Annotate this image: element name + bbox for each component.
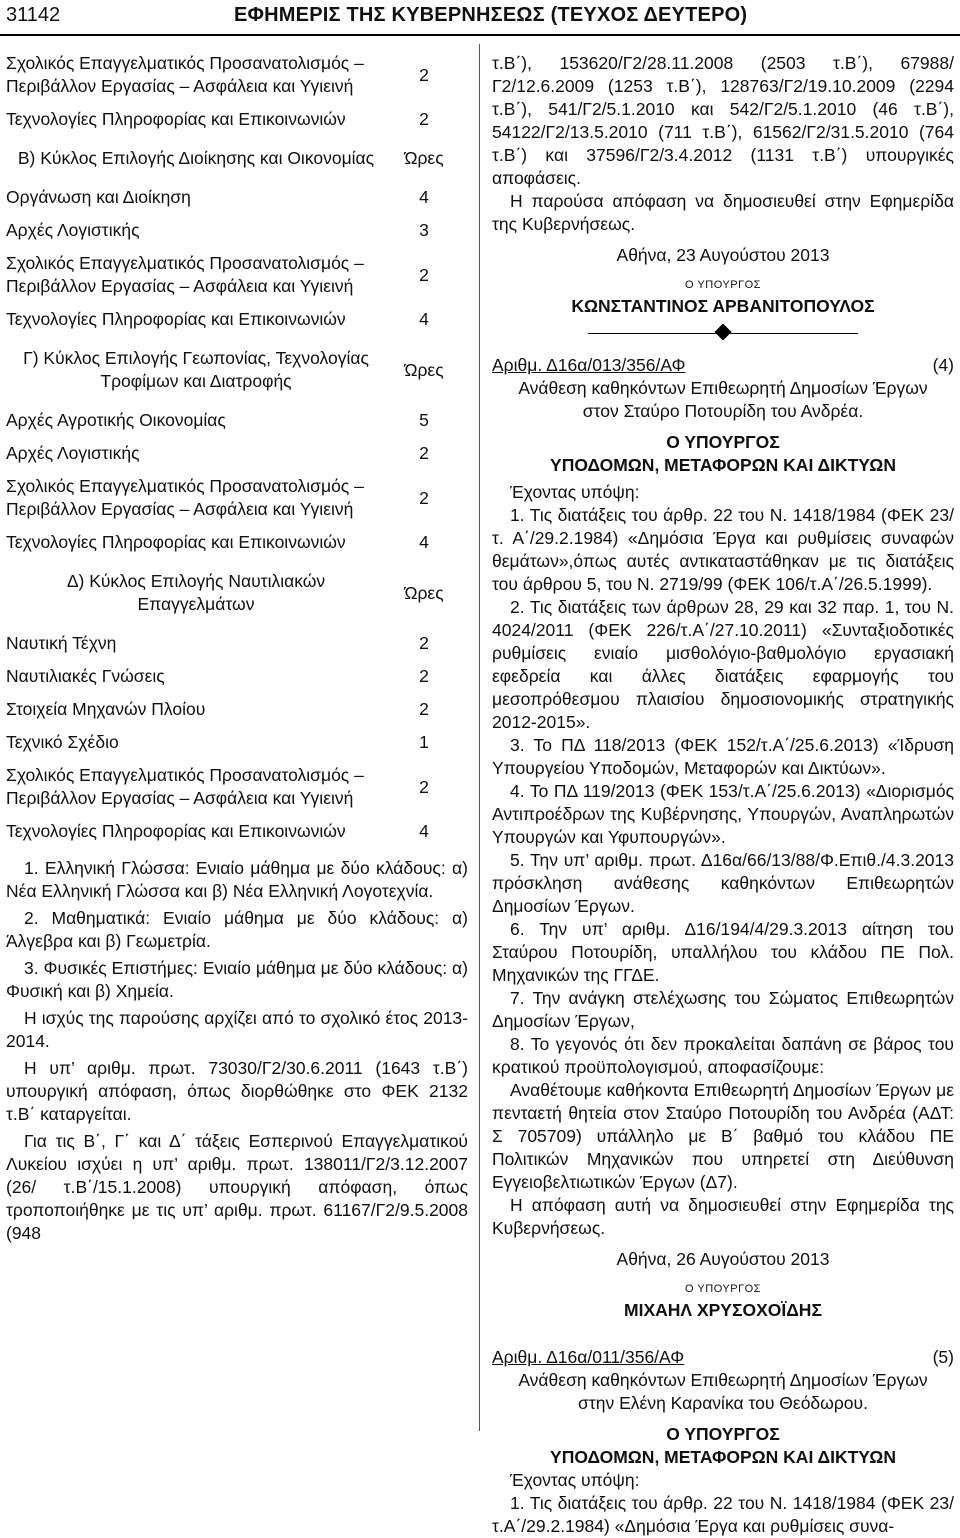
decision-body: Αναθέτουμε καθήκοντα Επιθεωρητή Δημοσίων Έργων με πενταετή θητεία στον Σταύρο Ποτουρίδη του Ανδρέα (ΑΔΤ: Σ 705709) υπάλληλο με Β΄ βαθμό του κλάδου ΠΕ Πολιτικών Μηχανικών που υπηρετεί στη Διεύθυνση Εγγειοβελτιωτικών Έργων (Δ7). (492, 1080, 954, 1192)
having-regard: Έχοντας υπόψη: (510, 482, 640, 502)
table-row (6, 665, 462, 688)
table-row (6, 308, 462, 331)
minister-heading: Ο ΥΠΟΥΡΓΟΣ (666, 1424, 780, 1444)
decision-4 (492, 354, 954, 1322)
row-spacer (6, 131, 462, 147)
minister-heading: Ο ΥΠΟΥΡΓΟΣ (666, 432, 780, 452)
table-row (6, 252, 462, 298)
subject-cell: Οργάνωση και Διοίκηση (6, 187, 191, 207)
hours-cell: 2 (419, 699, 429, 719)
column-divider (479, 44, 480, 1431)
consideration-item: 4. Το ΠΔ 119/2013 (ΦΕΚ 153/τ.Α΄/25.6.2013) «Διορισμός Αντιπροέδρων της Κυβέρνησης, Υπουργών, Αναπληρωτών Υπουργών και Υφυπουργών». (492, 781, 954, 847)
row-spacer (6, 754, 462, 764)
hours-cell: 4 (419, 309, 429, 329)
row-spacer (6, 432, 462, 442)
row-spacer (6, 242, 462, 252)
note-item: 1. Ελληνική Γλώσσα: Ενιαίο μάθημα με δύο κλάδους: α) Νέα Ελληνική Γλώσσα και β) Νέα Ελληνική Λογοτεχνία. (6, 858, 468, 901)
cycle-title: Β) Κύκλος Επιλογής Διοίκησης και Οικονομίας (17, 148, 375, 168)
ministry-name: ΥΠΟΔΟΜΩΝ, ΜΕΤΑΦΟΡΩΝ ΚΑΙ ΔΙΚΤΥΩΝ (550, 455, 896, 475)
row-spacer (6, 393, 462, 409)
subject-cell: Ναυτική Τέχνη (6, 633, 117, 653)
table-row (6, 186, 462, 209)
having-regard: Έχοντας υπόψη: (510, 1470, 640, 1490)
note-item: Για τις Β΄, Γ΄ και Δ΄ τάξεις Εσπερινού Επαγγελματικού Λυκείου ισχύει η υπ’ αριθμ. πρωτ. 138011/Γ2/3.12.2007 (26/ τ.Β΄/15.1.2008) υπουργική απόφαση, όπως τροποποιήθηκε με τις υπ’ αριθμ. πρωτ. 61167/Γ2/9.5.2008 (948 (6, 1131, 468, 1243)
cycle-heading-row (6, 147, 462, 170)
minister-name: ΚΩΝΣΤΑΝΤΙΝΟΣ ΑΡΒΑΝΙΤΟΠΟΥΛΟΣ (571, 296, 875, 316)
hours-cell: 5 (419, 410, 429, 430)
subject-cell: Τεχνολογίες Πληροφορίας και Επικοινωνιών (6, 309, 346, 329)
hours-cell: 4 (419, 821, 429, 841)
row-spacer (6, 554, 462, 570)
subject-cell: Αρχές Λογιστικής (6, 220, 140, 240)
hours-table (6, 52, 462, 853)
continuation-text: τ.Β΄), 153620/Γ2/28.11.2008 (2503 τ.Β΄), 67988/Γ2/12.6.2009 (1253 τ.Β΄), 128763/Γ2/19.10.2009 (2294 τ.Β΄), 541/Γ2/5.1.2010 και 542/Γ2/5.1.2010 (46 τ.Β΄), 54122/Γ2/13.5.2010 (711 τ.Β΄), 61562/Γ2/31.5.2010 (764 τ.Β΄) και 37596/Γ2/3.4.2012 (1131 τ.Β΄) υπουργικές αποφάσεις. (492, 53, 954, 188)
table-row (6, 475, 462, 521)
header-rule (0, 34, 960, 36)
hours-cell: Ώρες (404, 359, 444, 380)
minister-label: Ο ΥΠΟΥΡΓΟΣ (685, 279, 761, 291)
decision-title: Ανάθεση καθηκόντων Επιθεωρητή Δημοσίων Έργων στην Ελένη Καρανίκα του Θεόδωρου. (518, 1370, 928, 1413)
hours-cell: 2 (419, 64, 429, 85)
subject-cell: Τεχνικό Σχέδιο (6, 732, 119, 752)
note-item: 3. Φυσικές Επιστήμες: Ενιαίο μάθημα με δύο κλάδους: α) Φυσική και β) Χημεία. (6, 958, 468, 1001)
row-spacer (6, 465, 462, 475)
decision-seq: (4) (932, 355, 954, 375)
diamond-icon (715, 324, 732, 341)
decision-5 (492, 1346, 954, 1538)
consideration-item: 1. Τις διατάξεις του άρθρ. 22 του Ν. 1418/1984 (ΦΕΚ 23/τ. Α΄/29.2.1984) «Δημόσια Έργα και ρυθμίσεις συναφών θεμάτων»,όπως αυτές αντικαταστάθηκαν με τις διατάξεις του άρθρου 5, του Ν. 2719/99 (ΦΕΚ 106/τ.Α΄/26.5.1999). (492, 505, 954, 594)
table-row (6, 219, 462, 242)
row-spacer (6, 655, 462, 665)
row-spacer (6, 721, 462, 731)
consideration-item: 3. Το ΠΔ 118/2013 (ΦΕΚ 152/τ.Α΄/25.6.2013) «Ίδρυση Υπουργείου Υποδομών, Μεταφορών και Δικτύων». (492, 735, 954, 778)
row-spacer (6, 298, 462, 308)
decision-number: Αριθμ. Δ16α/011/356/ΑΦ (492, 1347, 685, 1367)
subject-cell: Αρχές Λογιστικής (6, 443, 140, 463)
decision-title: Ανάθεση καθηκόντων Επιθεωρητή Δημοσίων Έργων στον Σταύρο Ποτουρίδη του Ανδρέα. (518, 378, 928, 421)
table-row (6, 442, 462, 465)
table-row (6, 731, 462, 754)
subject-cell: Σχολικός Επαγγελματικός Προσανατολισμός – Περιβάλλον Εργασίας – Ασφάλεια και Υγιεινή (6, 253, 364, 296)
subject-cell: Τεχνολογίες Πληροφορίας και Επικοινωνιών (6, 532, 346, 552)
cycle-title: Δ) Κύκλος Επιλογής Ναυτιλιακών Επαγγελμάτων (66, 571, 326, 614)
hours-cell: 2 (419, 776, 429, 797)
subject-cell: Σχολικός Επαγγελματικός Προσανατολισμός – Περιβάλλον Εργασίας – Ασφάλεια και Υγιεινή (6, 765, 364, 808)
row-spacer (6, 98, 462, 108)
consideration-item: 5. Την υπ’ αριθμ. πρωτ. Δ16α/66/13/88/Φ.Επιθ./4.3.2013 πρόσκληση ανάθεσης καθηκόντων Επιθεωρητών Δημοσίων Έργων. (492, 850, 954, 916)
hours-cell: 2 (419, 666, 429, 686)
subject-cell: Τεχνολογίες Πληροφορίας και Επικοινωνιών (6, 109, 346, 129)
subject-cell: Σχολικός Επαγγελματικός Προσανατολισμός – Περιβάλλον Εργασίας – Ασφάλεια και Υγιεινή (6, 476, 364, 519)
subject-cell: Ναυτιλιακές Γνώσεις (6, 666, 165, 686)
minister-name: ΜΙΧΑΗΛ ΧΡΥΣΟΧΟΪΔΗΣ (624, 1300, 822, 1320)
hours-cell: 3 (419, 220, 429, 240)
consideration-item: 6. Την υπ’ αριθμ. Δ16/194/4/29.3.2013 αίτηση του Σταύρου Ποτουρίδη, υπαλλήλου του κλάδου ΠΕ Πολ. Μηχανικών της ΓΓΔΕ. (492, 919, 954, 985)
hours-cell: Ώρες (404, 148, 444, 168)
signing-date: Αθήνα, 23 Αυγούστου 2013 (616, 245, 830, 265)
signing-date: Αθήνα, 26 Αυγούστου 2013 (616, 1249, 830, 1269)
hours-cell: 2 (419, 109, 429, 129)
cycle-title: Γ) Κύκλος Επιλογής Γεωπονίας, Τεχνολογίας Τροφίμων και Διατροφής (23, 348, 369, 391)
decision-number: Αριθμ. Δ16α/013/356/ΑΦ (492, 355, 686, 375)
gazette-title: ΕΦΗΜΕΡΙΣ ΤΗΣ ΚΥΒΕΡΝΗΣΕΩΣ (ΤΕΥΧΟΣ ΔΕΥΤΕΡΟ) (234, 4, 748, 26)
page-number: 31142 (6, 4, 61, 26)
hours-cell: 2 (419, 487, 429, 508)
notes (6, 857, 468, 1245)
hours-cell: Ώρες (404, 582, 444, 603)
subject-cell: Τεχνολογίες Πληροφορίας και Επικοινωνιών (6, 821, 346, 841)
hours-cell: 2 (419, 443, 429, 463)
publish-text: Η απόφαση αυτή να δημοσιευθεί στην Εφημερίδα της Κυβερνήσεως. (492, 1195, 954, 1238)
table-row (6, 52, 462, 98)
row-spacer (6, 688, 462, 698)
subject-cell: Σχολικός Επαγγελματικός Προσανατολισμός – Περιβάλλον Εργασίας – Ασφάλεια και Υγιεινή (6, 53, 364, 96)
note-item: Η υπ’ αριθμ. πρωτ. 73030/Γ2/30.6.2011 (1643 τ.Β΄) υπουργική απόφαση, όπως διορθώθηκε στο ΦΕΚ 2132 τ.Β΄ καταργείται. (6, 1058, 468, 1124)
row-spacer (6, 209, 462, 219)
table-row (6, 108, 462, 131)
right-column (492, 52, 954, 1538)
row-spacer (6, 331, 462, 347)
consideration-item: 8. Το γεγονός ότι δεν προκαλείται δαπάνη σε βάρος του κρατικού προϋπολογισμού, αποφασίζουμε: (492, 1034, 954, 1077)
minister-label: Ο ΥΠΟΥΡΓΟΣ (685, 1283, 761, 1295)
row-spacer (6, 170, 462, 186)
page-header (0, 0, 960, 38)
subject-cell: Αρχές Αγροτικής Οικονομίας (6, 410, 226, 430)
consideration-item: 2. Τις διατάξεις των άρθρων 28, 29 και 32 παρ. 1, του Ν. 4024/2011 (ΦΕΚ 226/τ.Α΄/27.10.2011) «Συνταξιοδοτικές ρυθμίσεις ενιαίο μισθολόγιο-βαθμολόγιο εργασιακή εφεδρεία και άλλες διατάξεις εφαρμογής του μεσοπρόθεσμου πλαισίου δημοσιονομικής στρατηγικής 2012-2015». (492, 597, 954, 732)
row-spacer (6, 843, 462, 853)
consideration-item: 1. Τις διατάξεις του άρθρ. 22 του Ν. 1418/1984 (ΦΕΚ 23/τ.Α΄/29.2.1984) «Δημόσια Έργα και ρυθμίσεις συνα- (492, 1493, 954, 1536)
hours-cell: 2 (419, 633, 429, 653)
publish-text: Η παρούσα απόφαση να δημοσιευθεί στην Εφημερίδα της Κυβερνήσεως. (492, 191, 954, 234)
hours-cell: 1 (419, 732, 429, 752)
row-spacer (6, 616, 462, 632)
consideration-item: 7. Την ανάγκη στελέχωσης του Σώματος Επιθεωρητών Δημοσίων Έργων, (492, 988, 954, 1031)
note-item: Η ισχύς της παρούσης αρχίζει από το σχολικό έτος 2013-2014. (6, 1008, 468, 1051)
table-row (6, 632, 462, 655)
hours-cell: 4 (419, 532, 429, 552)
note-item: 2. Μαθηματικά: Ενιαίο μάθημα με δύο κλάδους: α) Άλγεβρα και β) Γεωμετρία. (6, 908, 468, 951)
table-row (6, 409, 462, 432)
left-column (6, 52, 468, 1245)
table-row (6, 698, 462, 721)
table-row (6, 764, 462, 810)
ministry-name: ΥΠΟΔΟΜΩΝ, ΜΕΤΑΦΟΡΩΝ ΚΑΙ ΔΙΚΤΥΩΝ (550, 1447, 896, 1467)
decision-seq: (5) (932, 1347, 954, 1367)
hours-cell: 4 (419, 187, 429, 207)
row-spacer (6, 810, 462, 820)
section-separator (492, 324, 954, 344)
subject-cell: Στοιχεία Μηχανών Πλοίου (6, 699, 206, 719)
row-spacer (6, 521, 462, 531)
table-row (6, 820, 462, 843)
cycle-heading-row (6, 570, 462, 616)
table-row (6, 531, 462, 554)
hours-cell: 2 (419, 264, 429, 285)
cycle-heading-row (6, 347, 462, 393)
